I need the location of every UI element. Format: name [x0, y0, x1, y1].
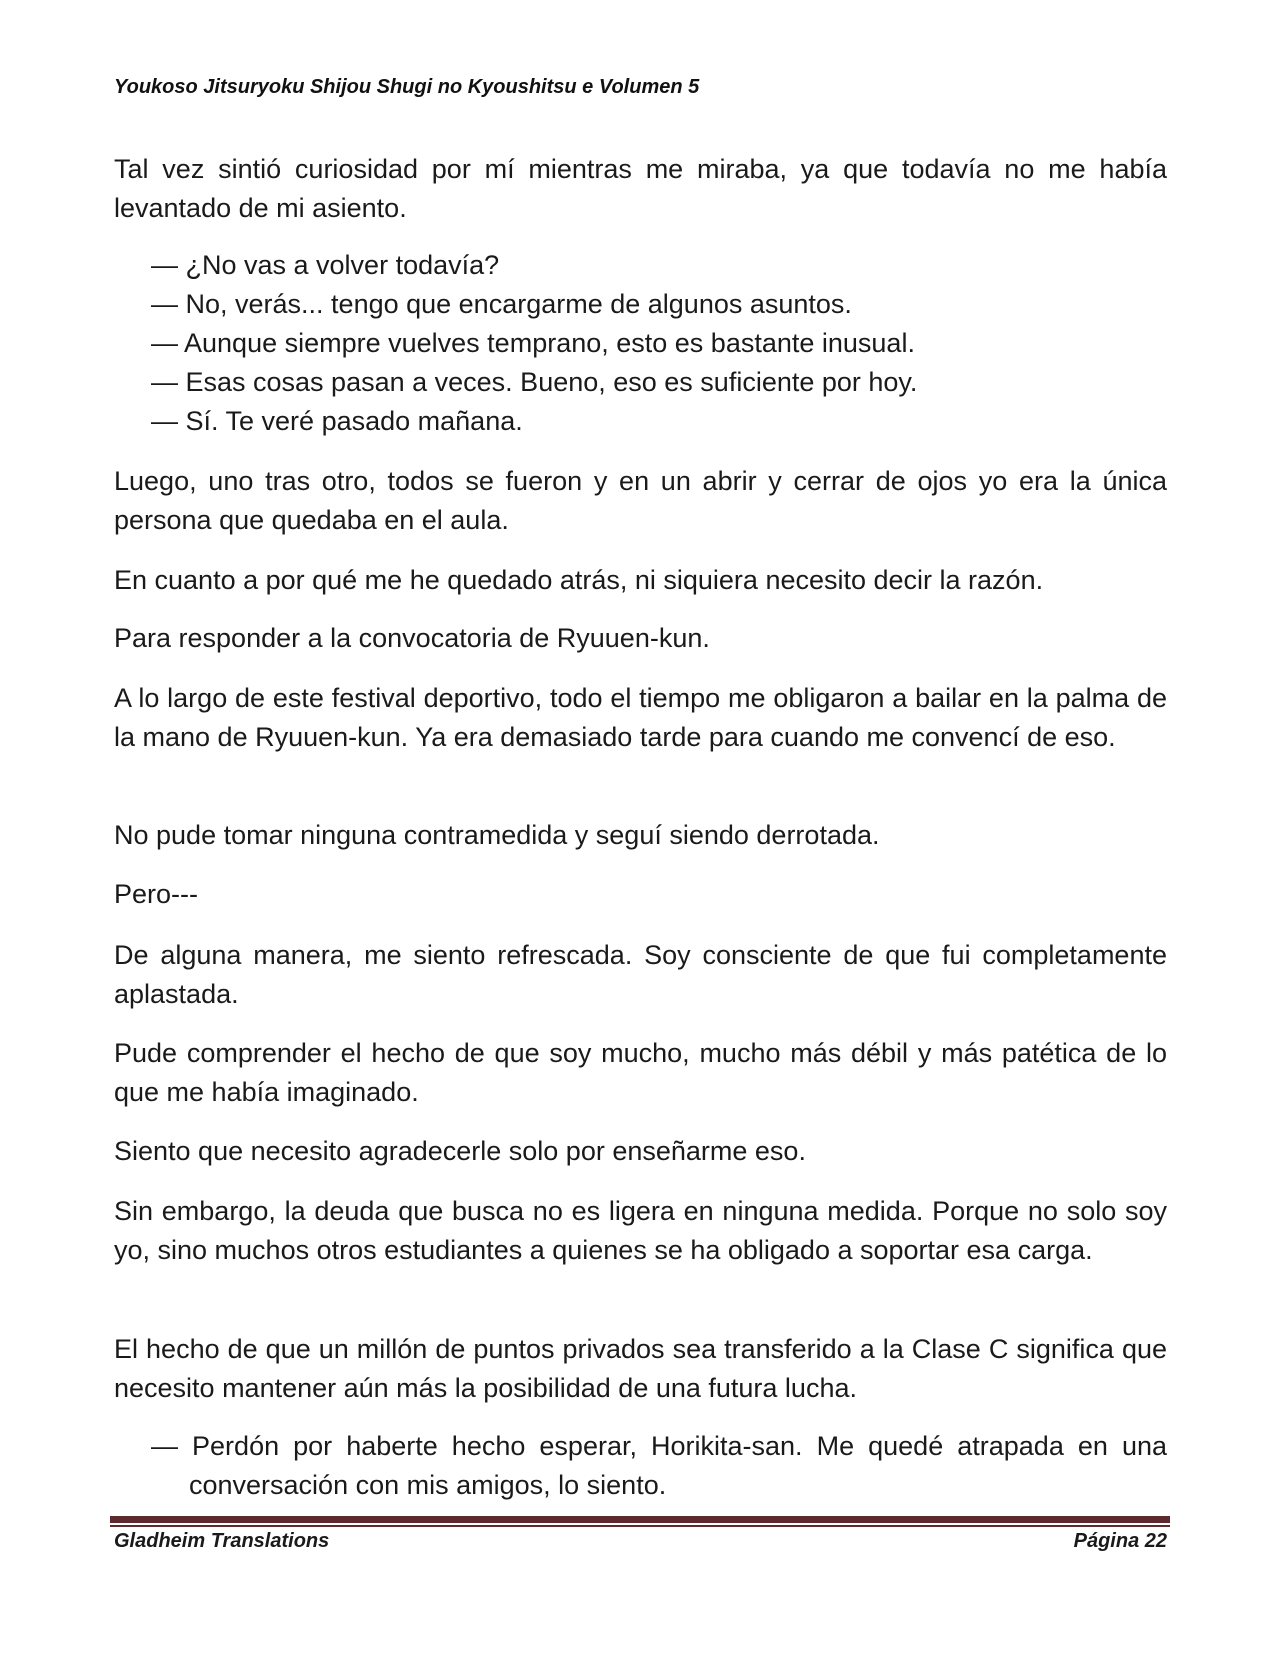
paragraph: Luego, uno tras otro, todos se fueron y en un abrir y cerrar de ojos yo era la única persona que quedaba en el aula.: [114, 466, 1167, 535]
paragraph: En cuanto a por qué me he quedado atrás, ni siquiera necesito decir la razón.: [114, 565, 1044, 595]
dialogue-line: — Sí. Te veré pasado mañana.: [151, 406, 523, 436]
paragraph: A lo largo de este festival deportivo, todo el tiempo me obligaron a bailar en la palma de la mano de Ryuuen-kun. Ya era demasiado tarde para cuando me convencí de eso.: [114, 683, 1167, 752]
page-number: Página 22: [1073, 1530, 1167, 1552]
footer-rule-thin: [110, 1525, 1170, 1527]
paragraph: Siento que necesito agradecerle solo por enseñarme eso.: [114, 1136, 806, 1166]
paragraph: Tal vez sintió curiosidad por mí mientras me miraba, ya que todavía no me había levantado de mi asiento.: [114, 154, 1167, 223]
running-header: Youkoso Jitsuryoku Shijou Shugi no Kyoushitsu e Volumen 5: [114, 76, 700, 98]
paragraph: El hecho de que un millón de puntos privados sea transferido a la Clase C significa que necesito mantener aún más la posibilidad de una futura lucha.: [114, 1334, 1167, 1403]
dialogue-line: — No, verás... tengo que encargarme de algunos asuntos.: [151, 289, 852, 319]
dialogue-line: — Esas cosas pasan a veces. Bueno, eso es suficiente por hoy.: [151, 367, 918, 397]
dialogue-line: — Perdón por haberte hecho esperar, Horikita-san. Me quedé atrapada en una conversación con mis amigos, lo siento.: [151, 1431, 1167, 1500]
dialogue-line: — ¿No vas a volver todavía?: [151, 250, 500, 280]
paragraph: Sin embargo, la deuda que busca no es ligera en ninguna medida. Porque no solo soy yo, sino muchos otros estudiantes a quienes se ha obligado a soportar esa carga.: [114, 1196, 1167, 1265]
footer-rule: [110, 1516, 1170, 1523]
paragraph: De alguna manera, me siento refrescada. Soy consciente de que fui completamente aplastada.: [114, 940, 1167, 1009]
paragraph: Para responder a la convocatoria de Ryuuen-kun.: [114, 623, 710, 653]
paragraph: No pude tomar ninguna contramedida y seguí siendo derrotada.: [114, 820, 880, 850]
paragraph: Pude comprender el hecho de que soy mucho, mucho más débil y más patética de lo que me había imaginado.: [114, 1038, 1167, 1107]
dialogue-line: — Aunque siempre vuelves temprano, esto es bastante inusual.: [151, 328, 915, 358]
paragraph: Pero---: [114, 879, 199, 909]
footer-credit: Gladheim Translations: [114, 1530, 330, 1552]
